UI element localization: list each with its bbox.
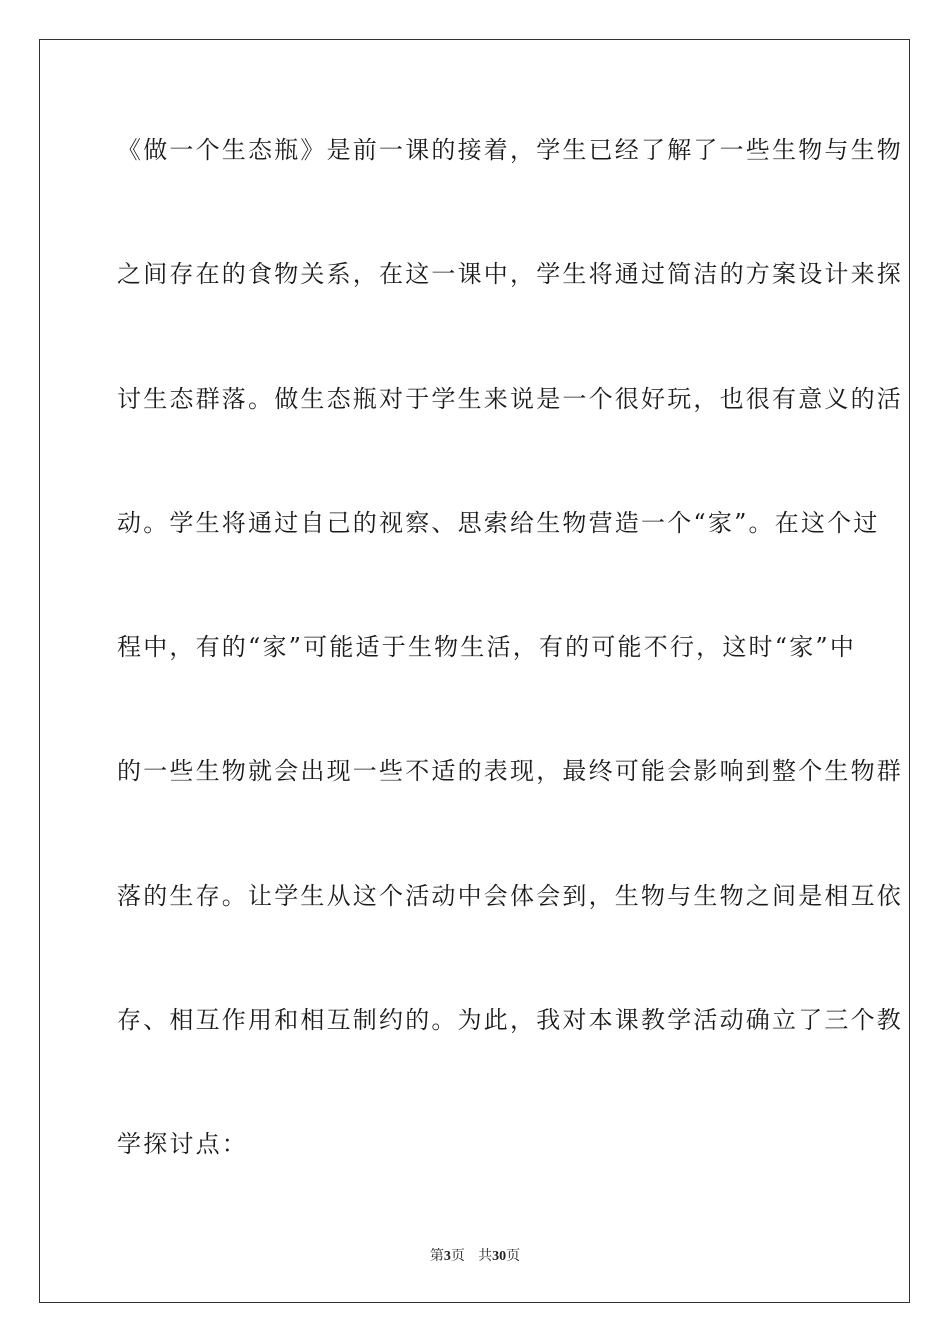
total-suffix: 页 — [506, 1248, 521, 1264]
text-line: 讨生态群落。做生态瓶对于学生来说是一个很好玩，也很有意义的活 — [117, 385, 903, 413]
page-number: 3 — [443, 1249, 451, 1264]
text-line: 学探讨点： — [117, 1130, 248, 1158]
text-line: 《做一个生态瓶》是前一课的接着，学生已经了解了一些生物与生物 — [117, 136, 903, 164]
page-border — [39, 39, 910, 1303]
total-pages: 30 — [492, 1249, 507, 1264]
text-line: 的一些生物就会出现一些不适的表现，最终可能会影响到整个生物群 — [117, 757, 903, 785]
text-line: 程中，有的“家”可能适于生物生活，有的可能不行，这时“家”中 — [117, 633, 857, 661]
page-footer — [0, 1247, 950, 1266]
text-line: 动。学生将通过自己的视察、思索给生物营造一个“家”。在这个过 — [117, 509, 880, 537]
text-line: 存、相互作用和相互制约的。为此，我对本课教学活动确立了三个教 — [117, 1006, 903, 1034]
page-suffix: 页 — [450, 1248, 465, 1264]
total-prefix: 共 — [478, 1248, 493, 1264]
text-line: 落的生存。让学生从这个活动中会体会到，生物与生物之间是相互依 — [117, 882, 903, 910]
text-line: 之间存在的食物关系，在这一课中，学生将通过简洁的方案设计来探 — [117, 260, 903, 288]
page-prefix: 第 — [429, 1248, 444, 1264]
